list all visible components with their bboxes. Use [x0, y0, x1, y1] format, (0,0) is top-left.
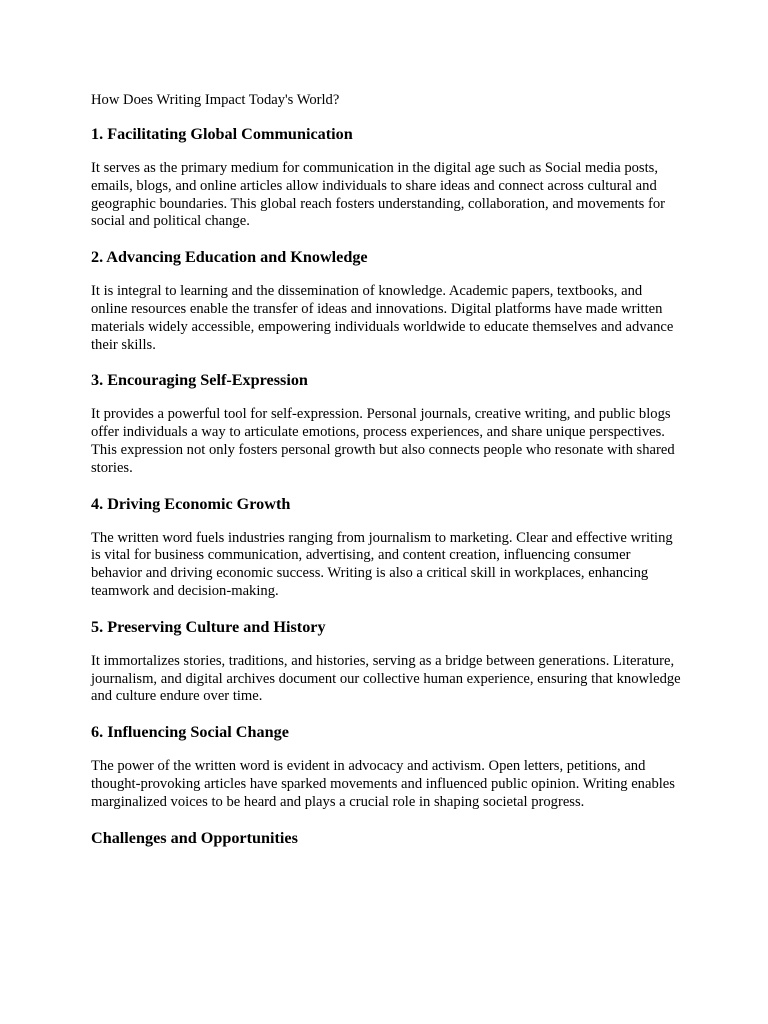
- section-paragraph: The power of the written word is evident in advocacy and activism. Open letters, petitions, and thought-provoking articles have sparked movements and influenced public opinion. Writing enables marginalized voices to be heard and plays a crucial role in shaping societal progress.: [91, 758, 675, 810]
- section-paragraph: It serves as the primary medium for communication in the digital age such as Social media posts, emails, blogs, and online articles allow individuals to share ideas and connect across cultural and geographic boundaries. This global reach fosters understanding, collaboration, and movements for social and political change.: [91, 160, 665, 230]
- document-page: [91, 91, 681, 864]
- section-heading: 5. Preserving Culture and History: [91, 617, 326, 636]
- section-global-communication: [91, 124, 681, 231]
- section-paragraph: The written word fuels industries ranging from journalism to marketing. Clear and effective writing is vital for business communication, advertising, and content creation, influencing consumer behavior and driving economic success. Writing is also a critical skill in workplaces, enhancing teamwork and decision-making.: [91, 529, 673, 599]
- document-title: How Does Writing Impact Today's World?: [91, 92, 340, 108]
- section-self-expression: [91, 370, 681, 477]
- section-economic-growth: [91, 494, 681, 601]
- section-heading: 1. Facilitating Global Communication: [91, 125, 353, 143]
- section-heading: 2. Advancing Education and Knowledge: [91, 248, 368, 267]
- section-social-change: [91, 722, 681, 811]
- section-heading: 3. Encouraging Self-Expression: [91, 371, 308, 390]
- section-paragraph: It immortalizes stories, traditions, and histories, serving as a bridge between generations. Literature, journalism, and digital archives document our collective human experience, ensuring that knowledge and culture endure over time.: [91, 652, 681, 705]
- section-education-knowledge: [91, 247, 681, 354]
- section-paragraph: It provides a powerful tool for self-expression. Personal journals, creative writing, and public blogs offer individuals a way to articulate emotions, process experiences, and share unique perspectives. This expression not only fosters personal growth but also connects people who resonate with shared stories.: [91, 406, 675, 476]
- section-culture-history: [91, 617, 681, 706]
- closing-heading: Challenges and Opportunities: [91, 828, 298, 847]
- section-heading: 6. Influencing Social Change: [91, 723, 289, 742]
- section-paragraph: It is integral to learning and the dissemination of knowledge. Academic papers, textbooks, and online resources enable the transfer of ideas and innovations. Digital platforms have made written materials widely accessible, empowering individuals worldwide to educate themselves and advance their skills.: [91, 283, 674, 353]
- section-heading: 4. Driving Economic Growth: [91, 494, 291, 513]
